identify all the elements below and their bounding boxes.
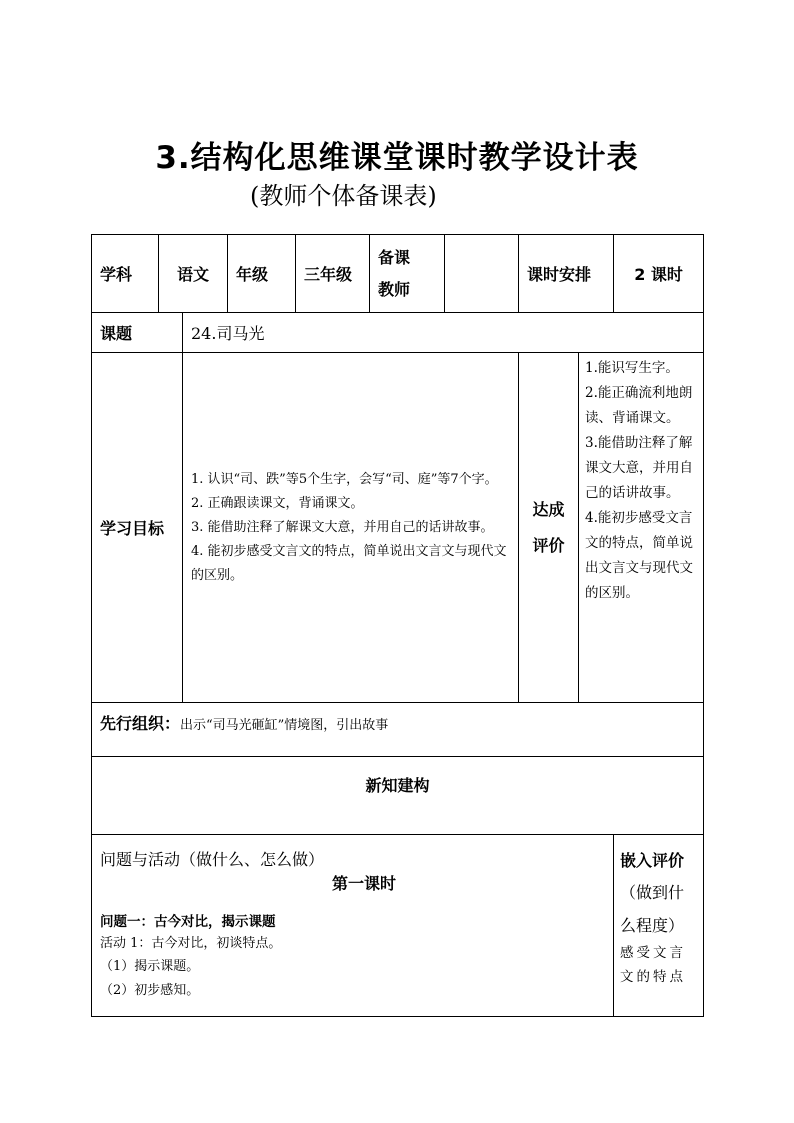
teacher-label-line-1: 备课 xyxy=(378,247,411,267)
schedule-value: 2 课时 xyxy=(614,235,704,313)
advance-organizer xyxy=(92,703,704,757)
eval-label-line-2: 评价 xyxy=(532,535,565,555)
schedule-label: 课时安排 xyxy=(519,235,614,313)
lesson-title: 第一课时 xyxy=(332,874,397,893)
eval-item: 1.能识写生字。 xyxy=(585,360,679,376)
eval-item: 3.能借助注释了解课文大意，并用自己的话讲故事。 xyxy=(585,435,694,501)
advance-organizer-text: 出示“司马光砸缸”情境图，引出故事 xyxy=(180,718,389,733)
advance-organizer-label: 先行组织： xyxy=(100,714,181,733)
question-title: 问题一：古今对比，揭示课题 xyxy=(100,914,276,930)
activities-row xyxy=(92,835,704,1017)
eval-item: 2.能正确流利地朗读、背诵课文。 xyxy=(585,385,693,426)
topic-label: 课题 xyxy=(92,313,183,353)
activities-header: 问题与活动（做什么、怎么做） xyxy=(100,850,325,869)
goal-item: 4. 能初步感受文言文的特点，简单说出文言文与现代文的区别。 xyxy=(191,543,507,583)
embedded-eval-text: 感受文言文的特点 xyxy=(620,945,687,985)
teacher-label-line-2: 教师 xyxy=(378,279,411,299)
teacher-label xyxy=(370,235,445,313)
topic-value: 24.司马光 xyxy=(183,313,704,353)
advance-organizer-row xyxy=(92,703,704,757)
eval-item: 4.能初步感受文言文的特点，简单说出文言文与现代文的区别。 xyxy=(585,510,694,601)
grade-label: 年级 xyxy=(228,235,296,313)
embedded-eval-title: 嵌入评价 xyxy=(620,851,685,870)
grade-value: 三年级 xyxy=(296,235,370,313)
goals-label: 学习目标 xyxy=(92,353,183,703)
topic-row xyxy=(92,313,704,353)
embedded-eval-sub-1: （做到什 xyxy=(620,883,685,902)
goal-item: 3. 能借助注释了解课文大意，并用自己的话讲故事。 xyxy=(191,519,494,535)
goal-item: 2. 正确跟读课文，背诵课文。 xyxy=(191,495,364,511)
subject-label: 学科 xyxy=(92,235,159,313)
new-knowledge-row xyxy=(92,757,704,835)
new-knowledge-heading: 新知建构 xyxy=(92,757,704,835)
subject-value: 语文 xyxy=(159,235,228,313)
info-row xyxy=(92,235,704,313)
activity-step: （2）初步感知。 xyxy=(100,983,200,998)
goals-list xyxy=(183,353,519,703)
goal-item: 1. 认识“司、跌”等5个生字，会写“司、庭”等7个字。 xyxy=(191,471,498,487)
goals-row xyxy=(92,353,704,703)
lesson-plan-table xyxy=(91,234,704,1017)
activities-cell xyxy=(92,835,614,1017)
embedded-eval-cell xyxy=(614,835,704,1017)
achievement-eval-label xyxy=(519,353,579,703)
achievement-eval-list xyxy=(579,353,704,703)
activity-step: （1）揭示课题。 xyxy=(100,959,200,974)
page-subtitle: (教师个体备课表) xyxy=(250,182,437,210)
activity-line: 活动 1：古今对比，初谈特点。 xyxy=(100,936,282,951)
page-title: 3.结构化思维课堂课时教学设计表 xyxy=(155,140,639,176)
embedded-eval-sub-2: 么程度） xyxy=(620,916,685,935)
eval-label-line-1: 达成 xyxy=(532,499,565,519)
teacher-value xyxy=(445,235,519,313)
